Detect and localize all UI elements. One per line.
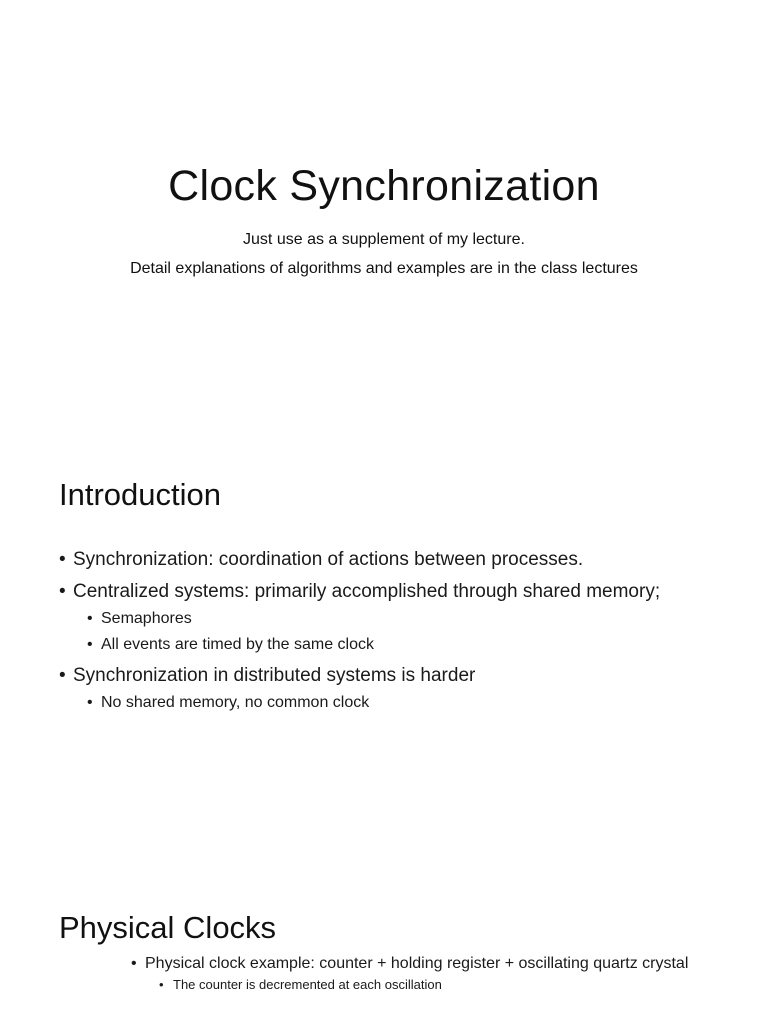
subtitle-line: Detail explanations of algorithms and examples are in the class lectures <box>130 260 638 277</box>
slide-title: Clock Synchronization <box>168 162 600 210</box>
introduction-bullet-list <box>59 548 749 718</box>
physical-clocks-bullet-list <box>131 953 691 998</box>
section-heading-introduction: Introduction <box>59 477 221 512</box>
title-slide <box>0 162 768 283</box>
sub-bullet-item: • All events are timed by the same clock <box>87 634 749 656</box>
sub-bullet-item: • Semaphores <box>87 608 749 630</box>
sub-bullet-item: • No shared memory, no common clock <box>87 692 749 714</box>
bullet-item: • Synchronization: coordination of actions between processes. <box>59 548 749 572</box>
bullet-item: • Synchronization in distributed systems is harder <box>59 664 749 688</box>
section-heading-physical-clocks: Physical Clocks <box>59 910 277 945</box>
sub-bullet-item: • The counter is decremented at each oscillation <box>159 976 691 994</box>
subtitle-line: Just use as a supplement of my lecture. <box>243 231 525 248</box>
bullet-item: • Centralized systems: primarily accomplished through shared memory; <box>59 580 749 604</box>
bullet-item: • Physical clock example: counter + holding register + oscillating quartz crystal <box>131 953 691 974</box>
